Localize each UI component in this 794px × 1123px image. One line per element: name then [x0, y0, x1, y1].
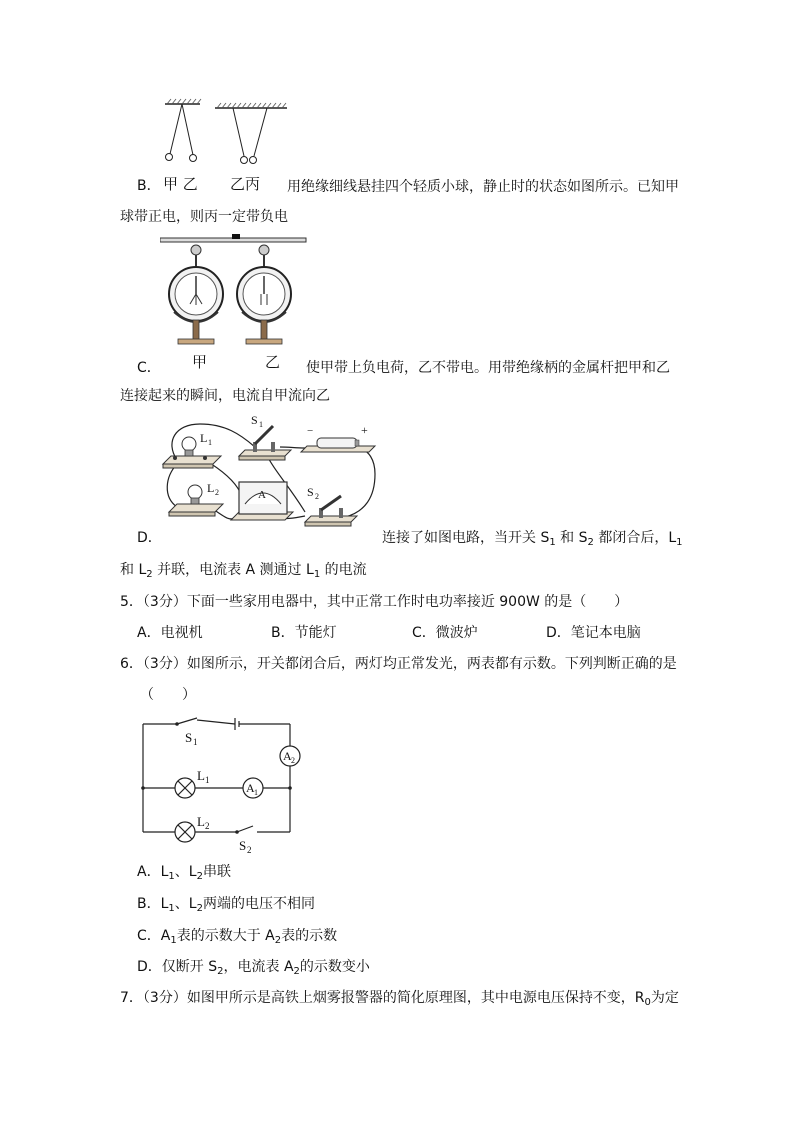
schematic-a1-label: A [246, 781, 255, 795]
suspended-balls-figure [155, 98, 295, 168]
option-b-text-line1: 用绝缘细线悬挂四个轻质小球，静止时的状态如图所示。已知甲 [287, 179, 679, 195]
q7-part-b: 为定 [650, 990, 679, 1006]
q6-opt-c-part-b: 表的示数大于 A [176, 928, 275, 944]
q6-opt-a-part-b: 、L [174, 864, 197, 880]
q6-opt-d-sub-1: 2 [217, 966, 224, 977]
q6-opt-a-part-c: 串联 [202, 864, 231, 880]
option-d-line2-part-c: 的电流 [320, 562, 367, 578]
schematic-s2-label: S [239, 838, 247, 853]
schematic-s1-label: S [185, 730, 193, 745]
q6-opt-b-part-a: B．L [137, 896, 169, 912]
schematic-s1-sub: 1 [193, 737, 198, 747]
q6-opt-a-sub-1: 1 [168, 871, 175, 882]
schematic-a2-sub: 2 [291, 756, 295, 765]
schematic-a1-sub: 1 [254, 788, 258, 797]
option-d-line2-sub-l1: 1 [313, 569, 321, 580]
physical-battery-plus: + [361, 423, 368, 437]
option-d-line1-part-c: 都闭合后，L [593, 530, 677, 546]
option-c-letter: C． [137, 360, 161, 376]
physical-l2-label: L [207, 481, 215, 495]
question-5-option-d[interactable]: D．笔记本电脑 [546, 625, 641, 641]
q6-opt-b-part-b: 、L [174, 896, 197, 912]
option-c-text-line2: 连接起来的瞬间，电流自甲流向乙 [120, 388, 330, 404]
q6-opt-d-part-a: D．仅断开 S [137, 959, 218, 975]
schematic-l2-label: L [197, 814, 205, 829]
q6-opt-c-sub-2: 2 [274, 935, 282, 946]
option-b-text-line2: 球带正电，则丙一定带负电 [120, 209, 288, 225]
option-c-text-line1: 使甲带上负电荷，乙不带电。用带绝缘柄的金属杆把甲和乙 [306, 360, 670, 376]
q6-opt-d-sub-2: 2 [293, 966, 300, 977]
option-d-line2-sub-l2: 2 [146, 569, 153, 580]
question-7-stem [120, 988, 679, 1008]
physical-circuit-figure [155, 412, 385, 532]
physical-s2-sub: 2 [315, 492, 319, 501]
option-d-line1-sub-l1: 1 [676, 537, 683, 548]
physical-ammeter-label: A [258, 489, 266, 501]
schematic-s2-sub: 2 [247, 845, 252, 855]
option-d-text-line2 [120, 560, 367, 580]
q6-opt-d-part-b: ，电流表 A [223, 959, 294, 975]
physical-l2-sub: 2 [215, 488, 219, 497]
q6-opt-c-part-c: 表的示数 [281, 928, 338, 944]
question-5-option-a[interactable]: A．电视机 [137, 625, 203, 641]
electroscope-figure [160, 232, 310, 347]
question-6-option-b[interactable] [137, 894, 315, 914]
physical-s1-sub: 1 [259, 420, 263, 429]
question-6-option-c[interactable] [137, 926, 337, 946]
physical-s1-label: S [251, 413, 258, 427]
option-d-line1-part-a: 连接了如图电路，当开关 S [382, 530, 550, 546]
question-5-option-b[interactable]: B．节能灯 [271, 625, 337, 641]
question-6-option-d[interactable] [137, 957, 370, 977]
schematic-a2-label: A [283, 749, 292, 763]
q6-opt-c-sub-1: 1 [170, 935, 177, 946]
schematic-circuit-figure [135, 712, 310, 857]
option-b-figure-label-right: 乙丙 [230, 175, 261, 193]
question-6-stem: 6．（3分）如图所示，开关都闭合后，两灯均正常发光，两表都有示数。下列判断正确的是 [120, 656, 677, 672]
q7-sub-r0: 0 [644, 997, 651, 1008]
q6-opt-d-part-c: 的示数变小 [299, 959, 370, 975]
option-d-line2-part-a: 和 L [120, 562, 147, 578]
q6-opt-a-part-a: A．L [137, 864, 169, 880]
physical-l1-label: L [200, 431, 208, 445]
schematic-l2-sub: 2 [205, 821, 210, 831]
option-d-line1-sub-s2: 2 [587, 537, 594, 548]
option-b-letter: B． [137, 178, 161, 194]
schematic-l1-sub: 1 [205, 775, 210, 785]
option-d-line1-sub-s1: 1 [549, 537, 556, 548]
option-d-line2-part-b: 并联，电流表 A 测通过 L [152, 562, 314, 578]
question-5-stem: 5．（3分）下面一些家用电器中，其中正常工作时电功率接近 900W 的是（ ） [120, 594, 629, 610]
option-d-text-line1 [382, 528, 683, 548]
question-6-answer-paren: （ ） [140, 687, 196, 703]
q7-part-a: 7．（3分）如图甲所示是高铁上烟雾报警器的简化原理图，其中电源电压保持不变，R [120, 990, 645, 1006]
physical-battery-minus: − [307, 425, 314, 437]
q6-opt-a-sub-2: 2 [196, 871, 203, 882]
question-6-option-a[interactable] [137, 862, 231, 882]
q6-opt-b-sub-1: 1 [168, 903, 175, 914]
option-b-figure-label-left: 甲 乙 [163, 175, 198, 193]
q6-opt-c-part-a: C．A [137, 928, 171, 944]
physical-s2-label: S [307, 485, 314, 499]
physical-l1-sub: 1 [208, 438, 212, 447]
option-c-figure-label-left: 甲 [192, 353, 208, 371]
option-d-letter: D． [137, 530, 162, 546]
q6-opt-b-sub-2: 2 [196, 903, 203, 914]
option-c-figure-label-right: 乙 [265, 353, 281, 371]
q6-opt-b-part-c: 两端的电压不相同 [202, 896, 315, 912]
question-5-option-c[interactable]: C．微波炉 [412, 625, 478, 641]
schematic-l1-label: L [197, 768, 205, 783]
option-d-line1-part-b: 和 S [555, 530, 588, 546]
